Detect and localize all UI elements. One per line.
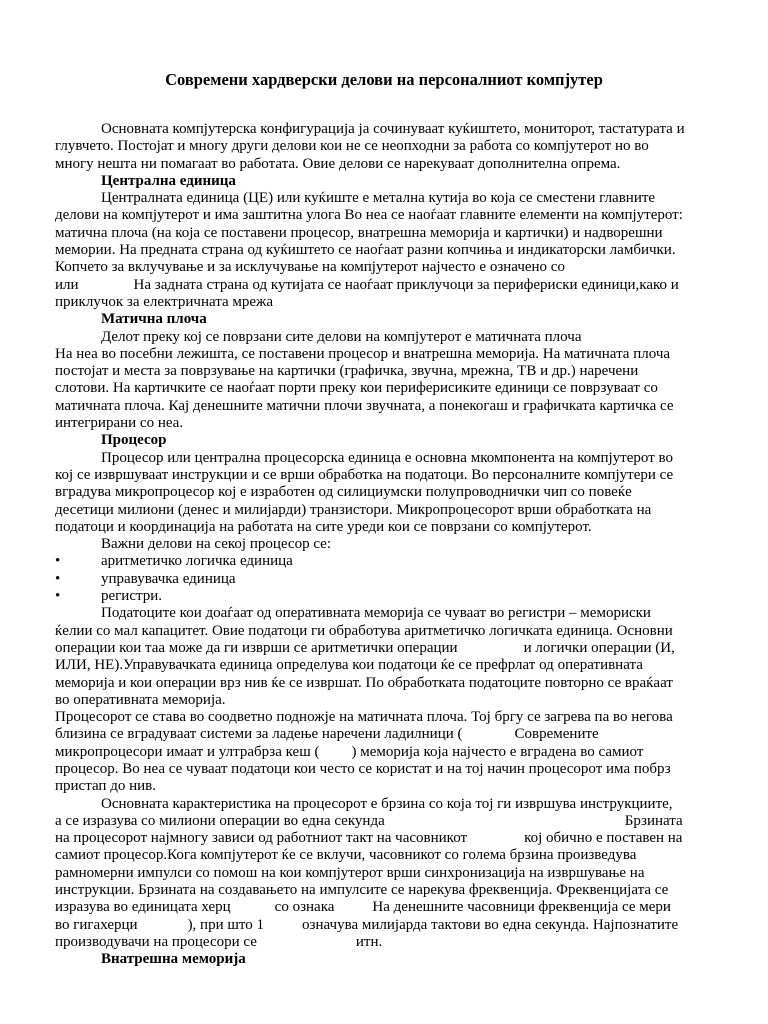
processor-line: десетици милиони (денес и милијарди) транзистори. Микропроцесорот врши обработката на: [55, 501, 652, 518]
line-fragment: близина се вградуваат системи за ладење наречени ладилници (: [55, 726, 463, 743]
speed-line: рамномерни импулси со помош на кои компјутерот врши синхронизација на извршување на: [55, 864, 645, 881]
registers-line: ИЛИ, НЕ).Управувачката единица определува кои податоци ќе се префрлат од оперативната: [55, 657, 643, 674]
registers-line: во оперативната меморија.: [55, 691, 226, 708]
central-unit-line: делови на компјутерот и има заштитна улога Во неа се наоѓаат главните елементи на компјутерот:: [55, 207, 683, 224]
socket-line: [55, 744, 720, 761]
speed-line: инструкции. Брзината на создавањето на импулсите се нарекува фреквенција. Фреквенцијата се: [55, 882, 669, 899]
motherboard-heading: Матична плоча: [101, 311, 207, 328]
bullet-item: [55, 571, 720, 588]
speed-line: Основната карактеристика на процесорот е брзина со која тој ги извршува инструкциите,: [101, 795, 673, 812]
line-fragment: во гигахерци: [55, 916, 138, 933]
processor-heading: Процесор: [101, 432, 167, 449]
speed-line: самиот процесор.Кога компјутерот ќе се вклучи, часовникот со голема брзина произведува: [55, 847, 637, 864]
line-fragment: и логички операции (И,: [523, 639, 675, 656]
bullet-text: регистри.: [101, 588, 163, 605]
line-fragment: означува милијарда тактови во една секунда. Најпознатите: [302, 916, 679, 933]
intro-line: многу нешта ни помагаат во работата. Овие делови се нарекуваат дополнителна опрема.: [55, 155, 621, 172]
line-fragment: Современите: [514, 726, 599, 743]
line-fragment: микропроцесори имаат и ултрабрза кеш (: [55, 743, 320, 760]
bullet-text: аритметичко логичка единица: [101, 553, 293, 570]
processor-line: вградува микропроцесор кој е изработен од силициумски полупроводнички чип со повеќе: [55, 484, 632, 501]
line-fragment: итн.: [355, 933, 383, 950]
line-fragment: Брзината: [624, 812, 683, 829]
bullet-icon: •: [55, 588, 61, 605]
line-fragment: а се изразува со милиони операции во една секунда: [55, 812, 385, 829]
registers-line: Податоците кои доаѓаат од оперативната меморија се чуваат во регистри – мемориски: [101, 605, 651, 622]
line-fragment: кој обично е поставен на: [524, 830, 683, 847]
registers-line: меморија и кои операции врз нив ќе се извршат. По обработката податоците повторно се враќаат: [55, 674, 673, 691]
line-fragment: со ознака: [274, 899, 335, 916]
processor-line: кој се извршуваат инструкции и се врши обработка на податоци. Во персоналните компјутери се: [55, 466, 674, 483]
speed-line: [55, 899, 720, 916]
intro-line: глувчето. Постојат и многу други делови кои не се неопходни за работа со компјутерот но во: [55, 138, 649, 155]
motherboard-line: Делот преку кој се поврзани сите делови на компјутерот е матичната плоча: [101, 328, 582, 345]
socket-line: [55, 726, 720, 743]
line-fragment: На денешните часовници фреквенција се мери: [372, 899, 671, 916]
bullet-icon: •: [55, 570, 61, 587]
registers-line: [55, 640, 720, 657]
intro-line: Основната компјутерска конфигурација ја сочинуваат куќиштето, мониторот, тастатурата и: [101, 121, 685, 137]
motherboard-line: матичната плоча. Кај денешните матични плочи звучната, а понекогаш и графичката картичка се: [55, 397, 674, 414]
bullet-item: [55, 588, 720, 605]
line-fragment: операции кои таа може да ги изврши се аритметички операции: [55, 639, 458, 656]
motherboard-line: постојат и места за поврзување на картички (графичка, звучна, мрежна, ТВ и др.) наречени: [55, 363, 639, 380]
bullet-text: управувачка единица: [101, 570, 236, 587]
central-unit-line: приклучок за електричната мрежа: [55, 293, 274, 310]
line-fragment: производувачи на процесори се: [55, 933, 257, 950]
line-fragment: ), при што 1: [187, 916, 265, 933]
processor-parts-intro: Важни делови на секој процесор се:: [101, 536, 332, 553]
speed-line: [55, 813, 720, 830]
line-fragment: На задната страна од кутијата се наоѓаат приклучоци за перифериски единици,како и: [133, 276, 679, 293]
bullet-icon: •: [55, 553, 61, 570]
speed-line: [55, 830, 720, 847]
document-body: [55, 121, 720, 969]
registers-line: ќелии со мал капацитет. Овие податоци ги обработува аритметичко логичката единица. Основни: [55, 622, 673, 639]
central-unit-line: [55, 277, 720, 294]
central-unit-line: Копчето за вклучување и за исклучување на компјутерот најчесто е означено со: [55, 259, 565, 276]
central-unit-line: мемории. На предната страна од куќиштето се наоѓаат разни копчиња и индикаторски ламбички.: [55, 242, 676, 259]
socket-line: процесор. Во неа се чуваат податоци кои често се користат и на тој начин процесорот има побрз: [55, 760, 671, 777]
motherboard-line: слотови. На картичките се наоѓаат порти преку кои периферисиките единици се поврзуваат со: [55, 380, 658, 397]
line-fragment: или: [55, 276, 79, 293]
line-fragment: ) меморија која најчесто е вградена во самиот: [351, 743, 644, 760]
central-unit-heading: Централна единица: [101, 172, 236, 189]
motherboard-line: На неа во посебни лежишта, се поставени процесор и внатрешна меморија. На матичната плоча: [55, 345, 671, 362]
internal-memory-heading: Внатрешна меморија: [101, 951, 246, 968]
page-title: Современи хардверски делови на персоналниот компјутер: [165, 70, 603, 89]
motherboard-line: интегрирани со неа.: [55, 415, 184, 432]
processor-line: податоци и координација на работата на сите уреди кои се поврзани со компјутерот.: [55, 518, 592, 535]
line-fragment: на процесорот најмногу зависи од работниот такт на часовникот: [55, 830, 468, 847]
bullet-item: [55, 553, 720, 570]
processor-line: Процесор или централна процесорска единица е основна мкомпонента на компјутерот во: [101, 449, 673, 466]
socket-line: пристап до нив.: [55, 778, 156, 795]
speed-line: [55, 917, 720, 934]
speed-line: [55, 934, 720, 951]
socket-line: Процесорот се става во соодветно подножје на матичната плоча. Тој бргу се загрева па во негова: [55, 709, 673, 726]
central-unit-line: матична плоча (на која се поставени процесор, внатрешна меморија и картички) и надворешни: [55, 224, 663, 241]
line-fragment: изразува во единицата херц: [55, 899, 231, 916]
central-unit-line: Централната единица (ЦЕ) или куќиште е метална кутија во која се сместени главните: [101, 190, 656, 207]
